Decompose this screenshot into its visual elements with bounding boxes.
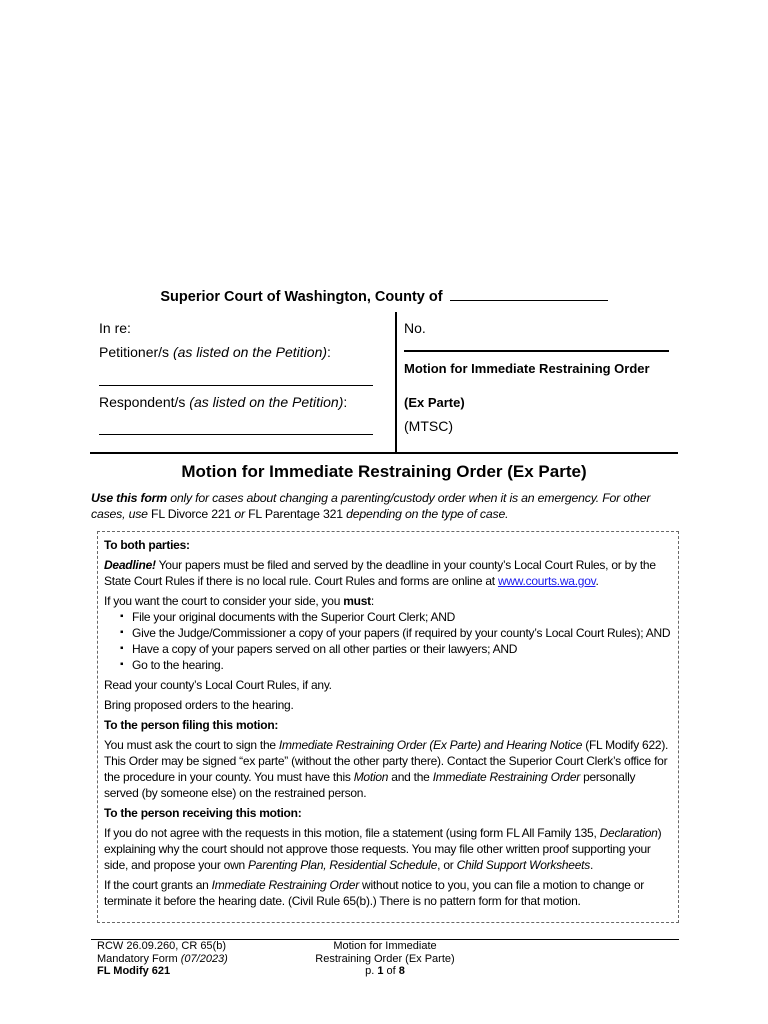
footer-left: [97, 940, 228, 978]
list-item: ▪ File your original documents with the Superior Court Clerk; AND: [122, 609, 672, 625]
doc-title-line1: Motion for Immediate Restraining Order: [404, 361, 650, 376]
court-heading: [0, 288, 768, 305]
footer-form-id: FL Modify 621: [97, 965, 171, 977]
intro-text: Use this form only for cases about changing a parenting/custody order when it is an emergency. For other cases, use FL Divorce 221 or FL Parentage 321 depending on the type of case.: [91, 491, 651, 521]
caption-divider: [395, 312, 397, 454]
read-rules-text: Read your county’s Local Court Rules, if any.: [104, 678, 332, 692]
receiving-paragraph: If you do not agree with the requests in this motion, file a statement (using form FL All Family 135, Declaration) explaining why the court should not approve those requests. You may file other written proof supporting your side, and propose your own Parenting Plan, Residential Schedule, or Child Support Worksheets.: [104, 826, 662, 872]
filing-paragraph: You must ask the court to sign the Immediate Restraining Order (Ex Parte) and Hearing Notice (FL Modify 622). This Order may be signed “ex parte” (without the other party there). Contact the Superior Court Clerk’s office for the procedure in your county. You must have this Motion and the Immediate Restraining Order personally served (by someone else) on the restrained person.: [104, 738, 669, 800]
petitioner-name-line[interactable]: [99, 385, 373, 386]
in-re-label: In re:: [99, 320, 131, 336]
page-number: p. 1 of 8: [365, 965, 405, 977]
court-title: Superior Court of Washington, County of: [160, 289, 443, 305]
list-item: ▪ Go to the hearing.: [122, 657, 672, 673]
case-number-label: No.: [404, 320, 426, 336]
list-item: ▪ Give the Judge/Commissioner a copy of your papers (if required by your county’s Local Court Rules); AND: [122, 625, 672, 641]
caption-bottom-rule: [90, 452, 678, 454]
main-title: Motion for Immediate Restraining Order (Ex Parte): [181, 462, 587, 481]
list-item: ▪ Have a copy of your papers served on all other parties or their lawyers; AND: [122, 641, 672, 657]
footer-mandatory: Mandatory Form (07/2023): [97, 952, 228, 965]
case-number-line[interactable]: [404, 350, 669, 352]
doc-code: (MTSC): [404, 418, 453, 434]
footer-rcw: RCW 26.09.260, CR 65(b): [97, 940, 226, 952]
case-caption: [90, 312, 678, 454]
receiving-heading: To the person receiving this motion:: [104, 806, 302, 820]
instructions-box: [97, 531, 679, 923]
bring-orders-text: Bring proposed orders to the hearing.: [104, 698, 294, 712]
county-blank-field[interactable]: [450, 288, 608, 301]
requirements-list: [104, 609, 672, 673]
both-parties-heading: To both parties:: [104, 538, 190, 552]
filing-heading: To the person filing this motion:: [104, 718, 279, 732]
footer-title-line2: Restraining Order (Ex Parte): [315, 952, 455, 965]
petitioner-label: Petitioner/s (as listed on the Petition):: [99, 344, 331, 360]
respondent-name-line[interactable]: [99, 434, 373, 435]
consider-paragraph: If you want the court to consider your side, you must:: [104, 594, 374, 608]
courts-website-link[interactable]: www.courts.wa.gov: [497, 574, 596, 588]
grant-paragraph: If the court grants an Immediate Restraining Order without notice to you, you can file a motion to change or terminate it before the hearing date. (Civil Rule 65(b).) There is no pattern form for that motion.: [104, 878, 644, 908]
footer-center: [285, 940, 485, 978]
respondent-label: Respondent/s (as listed on the Petition):: [99, 394, 348, 410]
deadline-paragraph: Deadline! Your papers must be filed and served by the deadline in your county’s Local Court Rules, or by the State Court Rules if there is no local rule. Court Rules and forms are online at www.courts.wa.gov.: [104, 558, 656, 588]
intro-lead: Use this form: [91, 491, 167, 505]
doc-title-line2: (Ex Parte): [404, 395, 465, 410]
footer-title-line1: Motion for Immediate: [333, 940, 437, 952]
